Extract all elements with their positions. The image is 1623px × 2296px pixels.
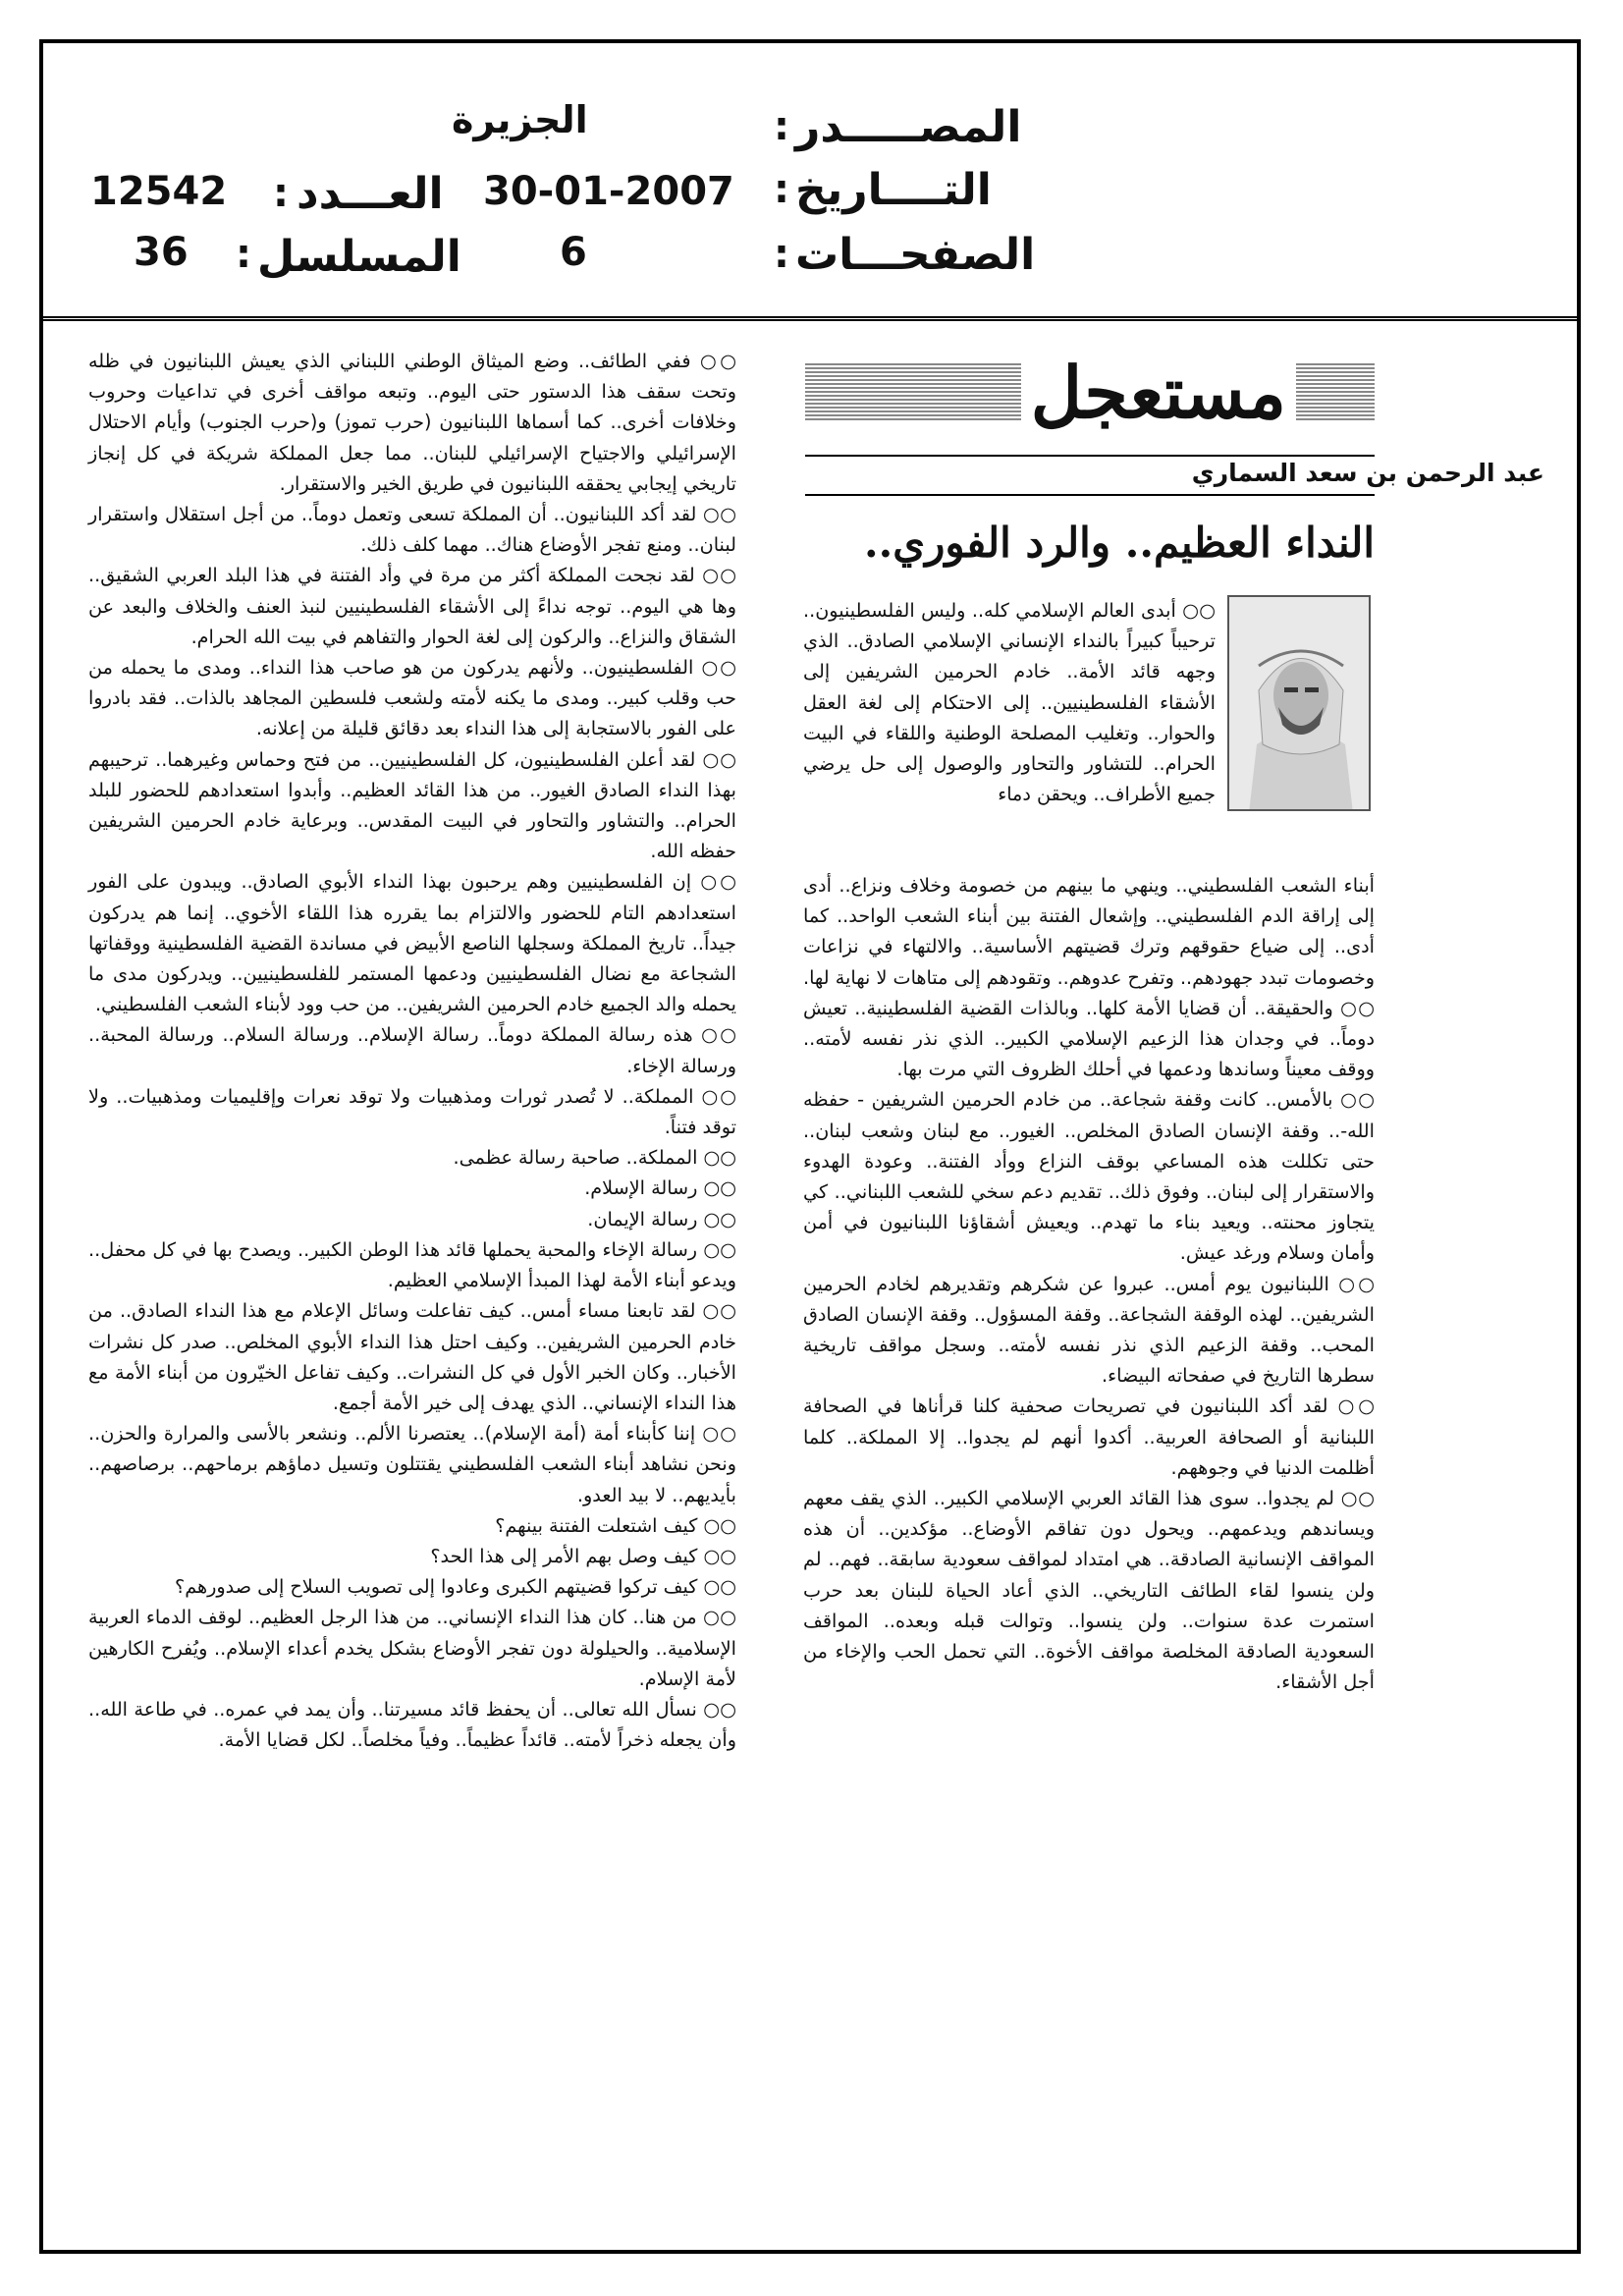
article-title: النداء العظيم.. والرد الفوري.. — [864, 519, 1375, 567]
paragraph: ○○ نسأل الله تعالى.. أن يحفظ قائد مسيرتنا.. وأن يمد في عمره.. في طاعة الله.. وأن يجعله ذخراً لأمته.. قائداً عظيماً.. وفياً مخلصاً.. لكل قضايا الأمة. — [88, 1697, 736, 1752]
author-photo — [1227, 595, 1371, 811]
article-intro — [803, 595, 1216, 809]
author-byline: عبد الرحمن بن سعد السماري — [1191, 459, 1544, 487]
paragraph: ○○ اللبنانيون يوم أمس.. عبروا عن شكرهم وتقديرهم لخادم الحرمين الشريفين.. لهذه الوقفة الشجاعة.. وقفة المسؤول.. وقفة الإنسان الصادق المحب.. وقفة الزعيم الذي نذر نفسه لأمته.. وسجل مواقف تاريخية سطرها التاريخ في صفحاته البيضاء. — [803, 1272, 1375, 1388]
paragraph: ○○ إن الفلسطينيين وهم يرحبون بهذا النداء الأبوي الصادق.. ويبدون على الفور استعدادهم التام للحضور والالتزام بما يقرره هذا اللقاء الأخوي.. إنما هم يدركون جيداً.. تاريخ المملكة وسجلها الناصع الأبيض في مساندة القضية الفلسطينية ووقفاتها الشجاعة مع نضال الفلسطينيين ودعمها المستمر للفلسطينيين.. ويدركون مدى ما يحمله والد الجميع خادم الحرمين الشريفين.. من حب وود لأبناء الشعب الفلسطيني. — [88, 870, 736, 1016]
paragraph: ○○ والحقيقة.. أن قضايا الأمة كلها.. وبالذات القضية الفلسطينية.. تعيش دوماً.. في وجدان هذا الزعيم الإسلامي الكبير.. الذي نذر نفسه لأمته.. ووقف معيناً وساندها ودعمها في أحلك الظروف التي مرت بها. — [803, 996, 1375, 1081]
paragraph: ○○ ففي الطائف.. وضع الميثاق الوطني اللبناني الذي يعيش اللبنانيون في ظله وتحت سقف هذا الدستور حتى اليوم.. وتبعه مواقف أخرى في تداعيات وحروب وخلافات أخرى.. كما أسماها اللبنانيون (حرب تموز) و(حرب الجنوب) وأيام الاحتلال الإسرائيلي والاجتياح الإسرائيلي للبنان.. مما جعل المملكة شريكة في كل إنجاز تاريخي إيجابي يحققه اللبنانيون في طريق الخير والاستقرار. — [88, 350, 736, 495]
source-value: الجزيرة — [452, 98, 588, 141]
serial-colon: : — [236, 232, 251, 277]
paragraph: ○○ لقد تابعنا مساء أمس.. كيف تفاعلت وسائل الإعلام مع هذا النداء الصادق.. من خادم الحرمين الشريفين.. وكيف احتل هذا النداء الأبوي المخلص.. صدر كل نشرات الأخبار.. وكان الخبر الأول في كل النشرات.. وكيف تفاعل الخيّرون من أبناء الأمة مع هذا النداء الإنساني.. الذي يهدف إلى خير الأمة أجمع. — [88, 1299, 736, 1414]
paragraph: ○○ بالأمس.. كانت وقفة شجاعة.. من خادم الحرمين الشريفين - حفظه الله-.. وقفة الإنسان الصادق المخلص.. الغيور.. مع لبنان وشعب لبنان.. حتى تكللت هذه المساعي بوقف النزاع ووأد الفتنة.. وعودة الهدوء والاستقرار إلى لبنان.. وفوق ذلك.. تقديم دعم سخي للشعب اللبناني.. كي يتجاوز محنته.. ويعيد بناء ما تهدم.. ويعيش أشقاؤنا اللبنانيون في أمن وأمان وسلام ورغد عيش. — [803, 1088, 1375, 1265]
date-value: 30-01-2007 — [483, 169, 734, 214]
paragraph: ○○ كيف اشتعلت الفتنة بينهم؟ — [495, 1513, 736, 1537]
paragraph: ○○ لم يجدوا.. سوى هذا القائد العربي الإسلامي الكبير.. الذي يقف معهم ويساندهم ويدعمهم.. ويحول دون تفاقم الأوضاع.. مؤكدين.. أن هذه المواقف الإنسانية الصادقة.. هي امتداد لمواقف سعودية سابقة.. فهم.. لم ولن ينسوا لقاء الطائف التاريخي.. الذي أعاد الحياة للبنان بعد حرب استمرت عدة سنوات.. ولن ينسوا.. وتوالت قبله وبعده.. المواقف السعودية الصادقة المخلصة مواقف الأخوة.. التي تحمل الحب والإخاء من أجل الأشقاء. — [803, 1487, 1375, 1694]
paragraph: ○○ لقد أعلن الفلسطينيون، كل الفلسطينيين.. من فتح وحماس وغيرهما.. ترحيبهم بهذا النداء الصادق الغيور.. من هذا القائد العظيم.. وأبدوا استعدادهم للحضور للبلد الحرام.. والتشاور والتحاور في البيت المقدس.. وبرعاية خادم الحرمين الشريفين حفظه الله. — [88, 747, 736, 863]
article-right-column — [803, 870, 1375, 1697]
paragraph: ○○ من هنا.. كان هذا النداء الإنساني.. من هذا الرجل العظيم.. لوقف الدماء العربية الإسلامية.. والحيلولة دون تفجر الأوضاع بشكل يخدم أعداء الإسلام.. ويُفرح الكارهين لأمة الإسلام. — [88, 1606, 736, 1690]
paragraph: أبناء الشعب الفلسطيني.. وينهي ما بينهم من خصومة وخلاف ونزاع.. أدى إلى إراقة الدم الفلسطيني.. وإشعال الفتنة بين أبناء الشعب الواحد.. كما أدى.. إلى ضياع حقوقهم وترك قضيتهم الأساسية.. والالتهاء في نزاعات وخصومات تبدد جهودهم.. وتفرح عدوهم.. وتقودهم إلى متاهات لا نهاية لها. — [802, 874, 1375, 989]
issue-colon: : — [273, 171, 289, 216]
serial-label: المسلسل — [257, 232, 461, 282]
paragraph: ○○ إننا كأبناء أمة (أمة الإسلام).. يعتصرنا الألم.. ونشعر بالأسى والمرارة والحزن.. ونحن نشاهد أبناء الشعب الفلسطيني يقتتلون وتسيل دماؤهم برماحهم.. برصاصهم.. بأيديهم.. لا بيد العدو. — [88, 1422, 736, 1506]
paragraph: ○○ لقد أكد اللبنانيون في تصريحات صحفية كلنا قرأناها في الصحافة اللبنانية أو الصحافة العربية.. أكدوا أنهم لم يجدوا.. إلا المملكة.. كلما أظلمت الدنيا في وجوههم. — [803, 1394, 1375, 1479]
paragraph: ○○ رسالة الإسلام. — [584, 1176, 736, 1200]
serial-value: 36 — [134, 230, 189, 275]
paragraph: ○○ هذه رسالة المملكة دوماً.. رسالة الإسلام.. ورسالة السلام.. ورسالة المحبة.. ورسالة الإخاء. — [88, 1023, 736, 1077]
date-label: التــــاريخ — [795, 165, 992, 215]
issue-value: 12542 — [90, 169, 228, 214]
paragraph: ○○ رسالة الإخاء والمحبة يحملها قائد هذا الوطن الكبير.. ويصدح بها في كل محفل.. ويدعو أبناء الأمة لهذا المبدأ الإسلامي العظيم. — [88, 1237, 736, 1292]
column-masthead — [805, 344, 1375, 447]
paragraph: ○○ المملكة.. صاحبة رسالة عظمى. — [453, 1146, 736, 1170]
source-colon: : — [774, 104, 789, 149]
paragraph: ○○ لقد أكد اللبنانيون.. أن المملكة تسعى وتعمل دوماً.. من أجل استقلال واستقرار لبنان.. ومنع تفجر الأوضاع هناك.. مهما كلف ذلك. — [88, 503, 736, 557]
date-colon: : — [774, 167, 789, 212]
pages-label: الصفحـــات — [795, 230, 1036, 280]
article-left-column — [88, 346, 736, 1755]
paragraph: ○○ الفلسطينيون.. ولأنهم يدركون من هو صاحب هذا النداء.. ومدى ما يحمله من حب وقلب كبير.. ومدى ما يكنه لأمته ولشعب فلسطين المجاهد بالذات.. فقد بادروا على الفور بالاستجابة إلى هذا النداء بعد دقائق قليلة من إعلانه. — [88, 656, 736, 740]
issue-label: العـــدد — [297, 169, 444, 219]
pages-colon: : — [774, 232, 789, 277]
paragraph: ○○ أبدى العالم الإسلامي كله.. وليس الفلسطينيون.. ترحيباً كبيراً بالنداء الإنساني الإسلامي الصادق.. الذي وجهه قائد الأمة.. خادم الحرمين الشريفين إلى الأشقاء الفلسطينيين.. إلى الاحتكام إلى لغة العقل والحوار.. وتغليب المصلحة الوطنية واللقاء في البيت الحرام.. للتشاور والتحاور والوصول إلى حل يرضي جميع الأطراف.. ويحقن دماء — [803, 599, 1216, 806]
paragraph: ○○ المملكة.. لا تُصدر ثورات ومذهبيات ولا توقد نعرات وإقليميات ومذهبيات.. ولا توقد فتناً. — [88, 1084, 736, 1139]
paragraph: ○○ رسالة الإيمان. — [587, 1207, 736, 1230]
paragraph: ○○ كيف وصل بهم الأمر إلى هذا الحد؟ — [430, 1544, 736, 1567]
author-portrait-icon — [1229, 597, 1371, 811]
column-name: مستعجل — [1021, 344, 1296, 442]
source-label: المصـــــدر — [795, 102, 1022, 152]
paragraph: ○○ كيف تركوا قضيتهم الكبرى وعادوا إلى تصويب السلاح إلى صدورهم؟ — [175, 1575, 736, 1599]
pages-value: 6 — [560, 230, 587, 275]
paragraph: ○○ لقد نجحت المملكة أكثر من مرة في وأد الفتنة في هذا البلد العربي الشقيق.. وها هي اليوم.. توجه نداءً إلى الأشقاء الفلسطينيين لنبذ العنف والخلاف والبعد عن الشقاق والنزاع.. والركون إلى لغة الحوار والتفاهم في بيت الله الحرام. — [88, 564, 736, 648]
